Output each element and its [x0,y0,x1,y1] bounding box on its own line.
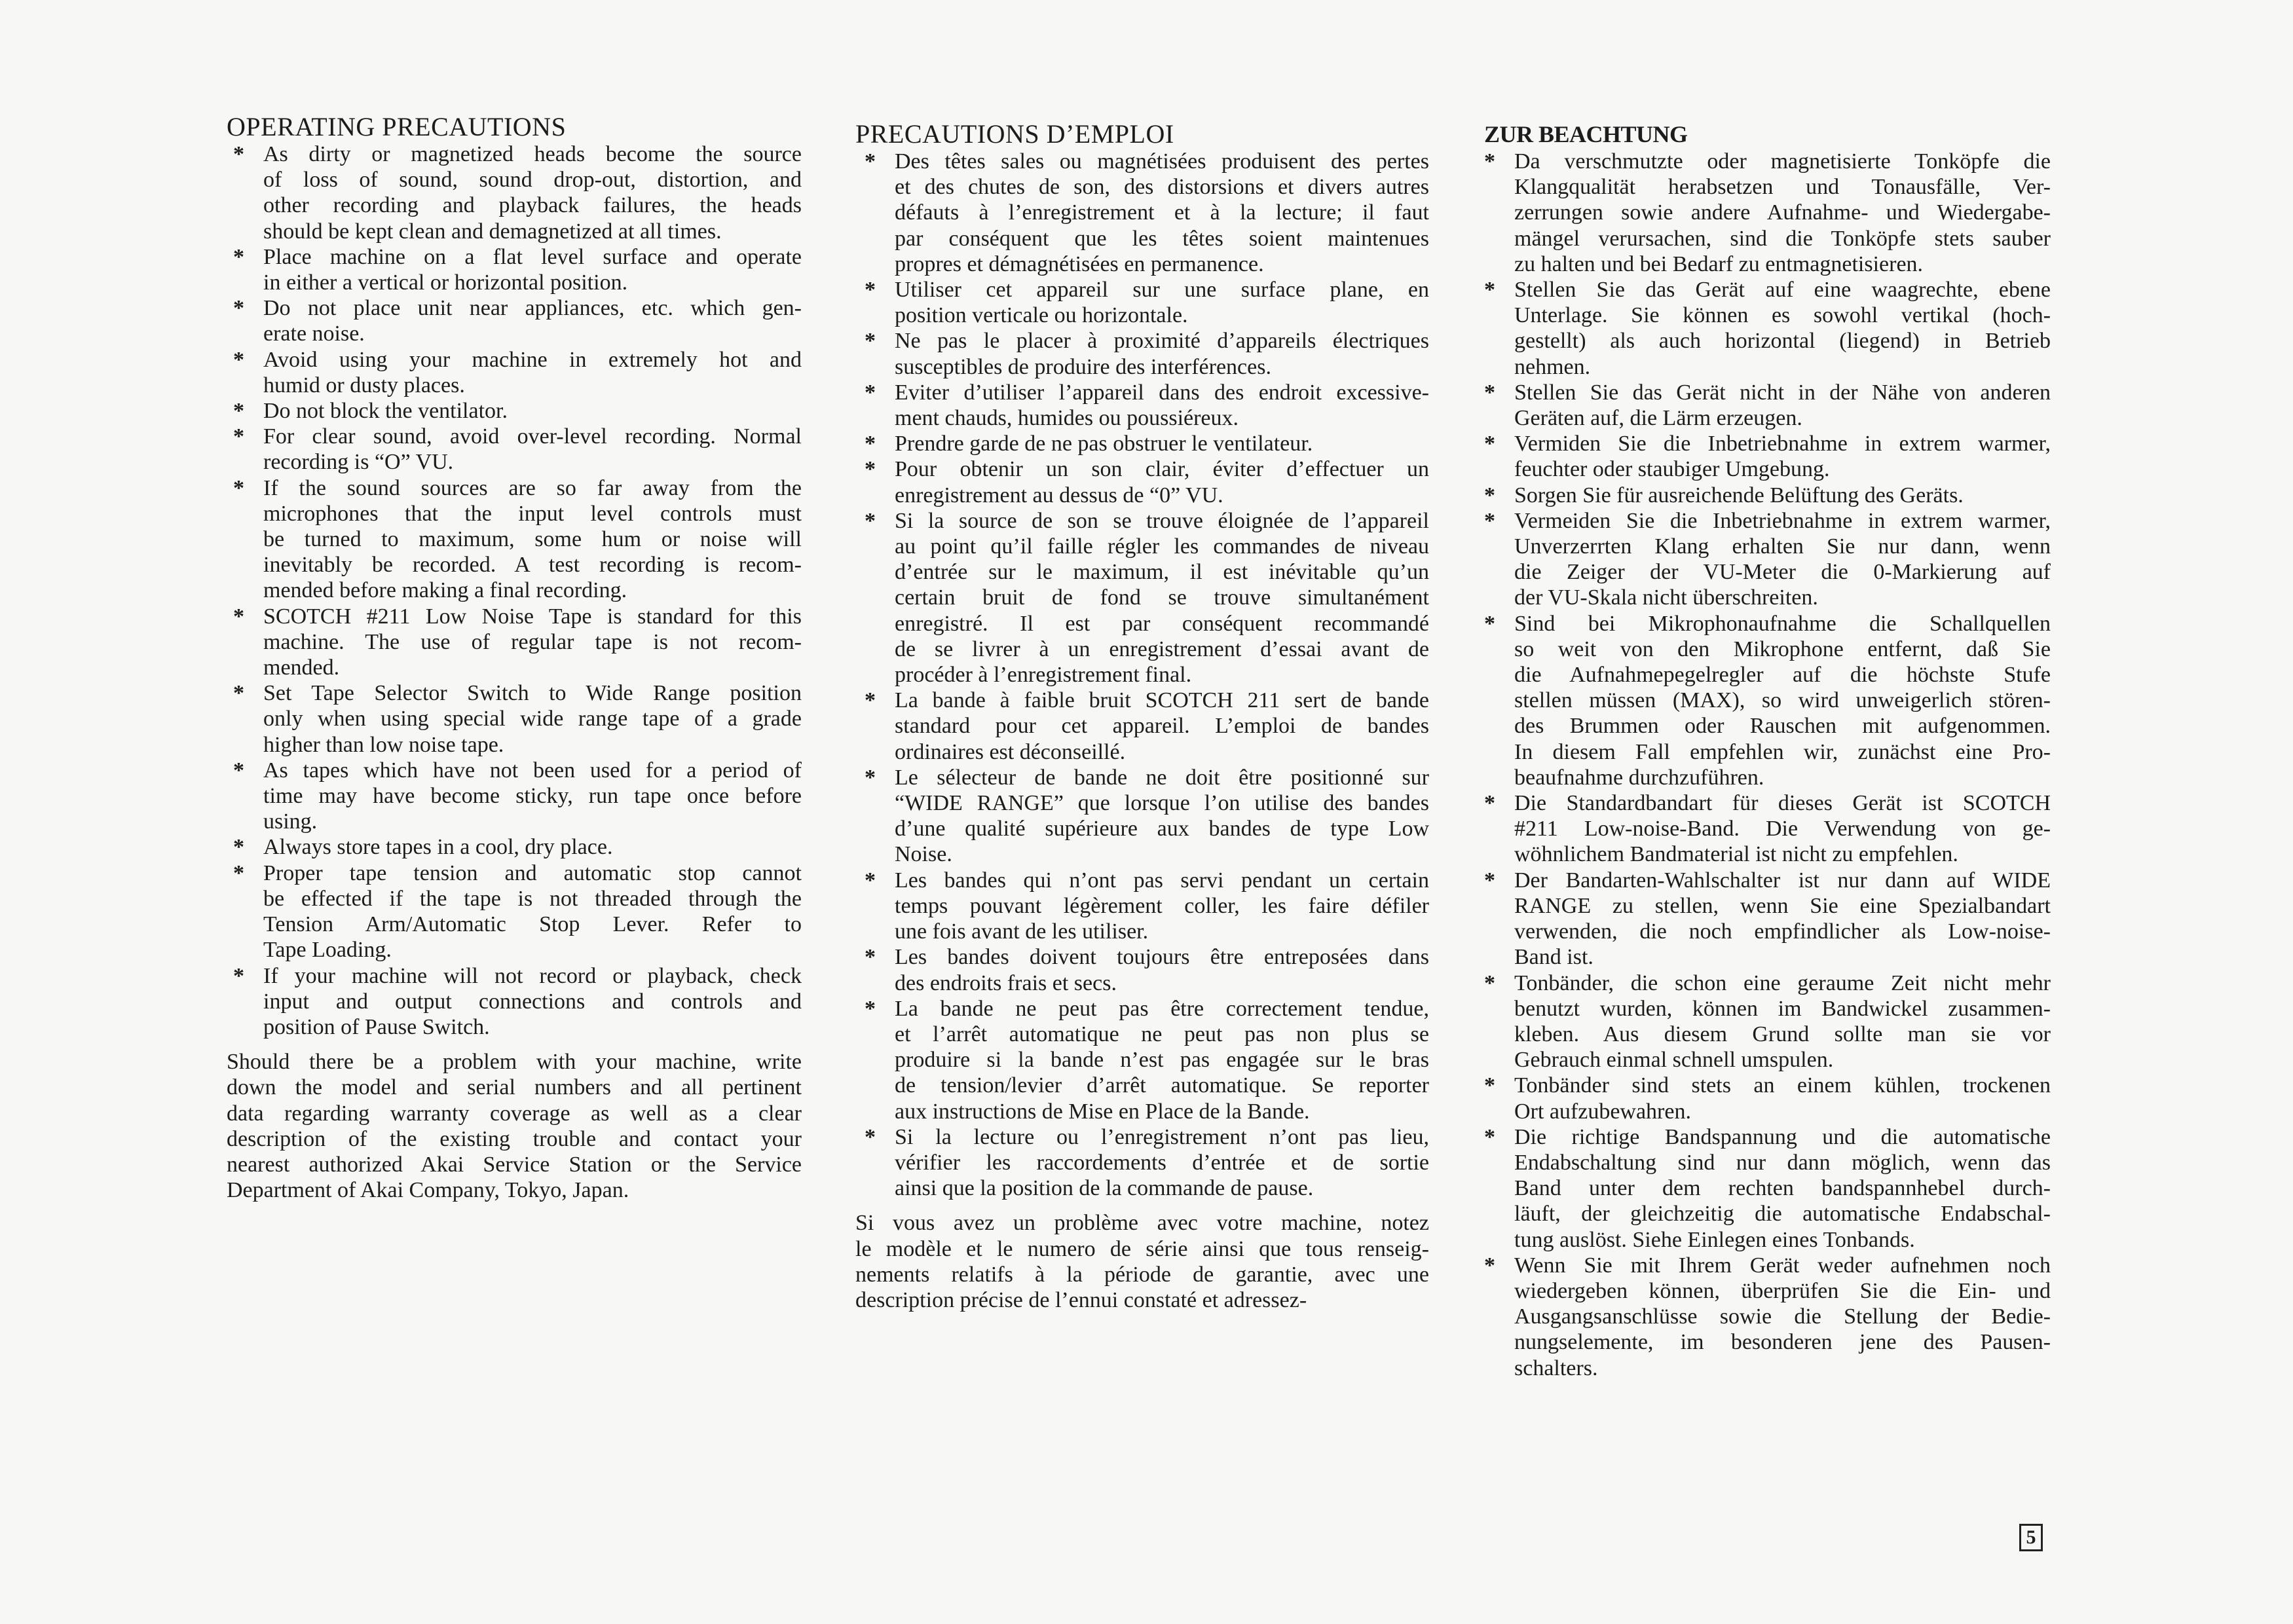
text-line: une fois avant de les utiliser. [895,919,1149,944]
text-line: wiedergeben können, überprüfen Sie die Ein- und [1514,1278,2051,1303]
text-line: Tonbänder, die schon eine geraume Zeit nicht mehr [1514,970,2051,995]
list-item [233,347,802,398]
bullet-asterisk-icon: * [1484,611,1495,636]
bullet-asterisk-icon: * [865,945,876,970]
text-line: Tape Loading. [263,938,392,963]
text-line: time may have become sticky, run tape once before [263,784,802,809]
bullet-asterisk-icon: * [1484,868,1495,893]
heading-precautions-demploi: PRECAUTIONS D’EMPLOI [855,119,1174,149]
text-line: RANGE zu stellen, wenn Sie eine Spezialbandart [1514,893,2051,918]
text-line: temps pouvant légèrement coller, les faire défiler [895,893,1429,918]
text-line: Band unter dem rechten bandspannhebel durch- [1514,1176,2051,1201]
text-line: Die richtige Bandspannung und die automatische [1514,1124,2051,1149]
bullet-asterisk-icon: * [1484,508,1495,533]
text-line: machine. The use of regular tape is not recom- [263,629,802,654]
text-line: Sind bei Mikrophonaufnahme die Schallquellen [1514,611,2051,636]
text-line: le modèle et le numero de série ainsi que tous renseig- [855,1236,1429,1261]
list-item [1484,380,2051,431]
bullet-asterisk-icon: * [865,278,876,303]
text-line: be effected if the tape is not threaded through the [263,886,802,911]
text-line: La bande ne peut pas être correctement tendue, [895,996,1429,1021]
text-line: position of Pause Switch. [263,1014,490,1039]
list-item [233,244,802,295]
text-line: Wenn Sie mit Ihrem Gerät weder aufnehmen noch [1514,1253,2051,1278]
list-item [865,380,1429,431]
bullet-asterisk-icon: * [233,860,244,885]
text-line: des Brummen oder Rauschen mit aufgenommen. [1514,714,2051,739]
bullet-asterisk-icon: * [233,963,244,988]
bullet-asterisk-icon: * [865,868,876,893]
text-line: Ne pas le placer à proximité d’appareils électriques [895,329,1429,354]
text-line: #211 Low-noise-Band. Die Verwendung von ge- [1514,817,2051,841]
list-item [865,431,1429,456]
bullet-asterisk-icon: * [865,457,876,482]
text-line: Da verschmutzte oder magnetisierte Tonköpfe die [1514,149,2051,174]
text-line: stellen müssen (MAX), so wird unweigerlich stören- [1514,688,2051,713]
text-line: schalters. [1514,1356,1598,1380]
text-line: ainsi que la position de la commande de pause. [895,1176,1314,1201]
bullet-asterisk-icon: * [865,765,876,790]
text-line: erate noise. [263,322,365,346]
text-line: propres et démagnétisées en permanence. [895,251,1264,276]
heading-zur-beachtung: ZUR BEACHTUNG [1484,121,1688,147]
text-line: Vermiden Sie die Inbetriebnahme in extrem warmer, [1514,432,2051,456]
column-german [1484,120,2051,1381]
list-item [1484,1253,2051,1381]
text-line: La bande à faible bruit SCOTCH 211 sert de bande [895,688,1429,713]
list-item [865,944,1429,995]
text-line: ordinaires est déconseillé. [895,739,1126,764]
text-line: nungselemente, im besonderen jene des Pausen- [1514,1330,2051,1355]
text-line: enregistré. Il est par conséquent recommandé [895,611,1429,636]
text-line: vérifier les raccordements d’entrée et de sortie [895,1150,1429,1175]
list-item [865,508,1429,688]
text-line: Do not block the ventilator. [263,399,508,424]
text-line: procéder à l’enregistrement final. [895,663,1192,688]
column-english [227,113,802,1203]
text-line: only when using special wide range tape of a grade [263,707,802,731]
text-line: produire si la bande n’est pas engagée sur le bras [895,1048,1429,1073]
text-line: Noise. [895,842,952,867]
text-line: Klangqualität herabsetzen und Tonausfälle, Ver- [1514,175,2051,200]
precautions-list-fr [855,149,1429,1201]
text-line: Gebrauch einmal schnell umspulen. [1514,1048,1834,1073]
list-item [865,456,1429,507]
text-line: As tapes which have not been used for a period of [263,758,802,783]
text-line: Sorgen Sie für ausreichende Belüftung des Geräts. [1514,483,1964,507]
text-line: Ort aufzubewahren. [1514,1099,1691,1124]
list-item [1484,970,2051,1073]
list-item [233,295,802,346]
text-line: Stellen Sie das Gerät auf eine waagrechte, ebene [1514,278,2051,303]
text-line: benutzt wurden, können im Bandwickel zusammen- [1514,996,2051,1021]
bullet-asterisk-icon: * [233,758,244,783]
bullet-asterisk-icon: * [865,688,876,713]
text-line: kleben. Aus diesem Grund sollte man sie vor [1514,1022,2051,1046]
list-item [233,680,802,758]
bullet-asterisk-icon: * [865,508,876,533]
text-line: should be kept clean and demagnetized at all times. [263,219,722,244]
list-item [1484,508,2051,611]
text-line: of loss of sound, sound drop-out, distortion, and [263,168,802,193]
list-item [1484,611,2051,790]
bullet-asterisk-icon: * [1484,483,1495,507]
text-line: position verticale ou horizontale. [895,303,1188,328]
text-line: Des têtes sales ou magnétisées produisent des pertes [895,149,1429,174]
text-line: mended. [263,655,340,680]
text-line: inevitably be recorded. A test recording is recom- [263,553,802,578]
bullet-asterisk-icon: * [1484,278,1495,303]
list-item [233,398,802,424]
heading-operating-precautions: OPERATING PRECAUTIONS [227,112,567,141]
text-line: et l’arrêt automatique ne peut pas non plus se [895,1022,1429,1046]
bullet-asterisk-icon: * [233,244,244,269]
text-line: mängel verursachen, sind die Tonköpfe stets sauber [1514,226,2051,251]
list-item [1484,790,2051,868]
text-line: “WIDE RANGE” que lorsque l’on utilise des bandes [895,791,1429,816]
bullet-asterisk-icon: * [1484,380,1495,405]
text-line: higher than low noise tape. [263,732,504,757]
text-line: Avoid using your machine in extremely hot and [263,347,802,372]
text-line: par conséquent que les têtes soient maintenues [895,226,1429,251]
bullet-asterisk-icon: * [233,399,244,424]
text-line: recording is “O” VU. [263,450,454,475]
text-line: Stellen Sie das Gerät nicht in der Nähe von anderen [1514,380,2051,405]
bullet-asterisk-icon: * [865,432,876,456]
bullet-asterisk-icon: * [865,1124,876,1149]
text-line: Unverzerrten Klang erhalten Sie nur dann, wenn [1514,534,2051,559]
text-line: de tension/levier d’arrêt automatique. Se reporter [895,1073,1429,1098]
text-line: d’entrée sur le maximum, il est inévitable qu’un [895,560,1429,585]
text-line: As dirty or magnetized heads become the source [263,142,802,166]
text-line: Band ist. [1514,945,1594,970]
text-line: de se livrer à un enregistrement d’essai avant de [895,637,1429,661]
list-item [233,834,802,860]
list-item [1484,431,2051,482]
text-line: zerrungen sowie andere Aufnahme- und Wiedergabe- [1514,200,2051,225]
list-item [865,1124,1429,1202]
text-line: zu halten und bei Bedarf zu entmagnetisieren. [1514,251,1924,276]
text-line: Tension Arm/Automatic Stop Lever. Refer to [263,912,802,937]
list-item [865,149,1429,277]
text-line: microphones that the input level controls must [263,501,802,526]
text-line: verwenden, die noch empfindlicher als Low-noise- [1514,919,2051,944]
text-line: der VU-Skala nicht überschreiten. [1514,585,1818,610]
list-item [1484,277,2051,380]
text-line: d’une qualité supérieure aux bandes de type Low [895,817,1429,841]
list-item [1484,1124,2051,1253]
text-line: standard pour cet appareil. L’emploi de bandes [895,714,1429,739]
text-line: des endroits frais et secs. [895,970,1117,995]
text-line: input and output connections and controls and [263,989,802,1014]
text-line: Department of Akai Company, Tokyo, Japan. [227,1178,629,1203]
text-line: Die Standardbandart für dieses Gerät ist SCOTCH [1514,791,2051,816]
text-line: nements relatifs à la période de garantie, avec une [855,1262,1429,1287]
bullet-asterisk-icon: * [865,149,876,174]
text-line: aux instructions de Mise en Place de la Bande. [895,1099,1310,1124]
list-item [865,868,1429,945]
text-line: feuchter oder staubiger Umgebung. [1514,457,1830,482]
list-item [865,688,1429,765]
text-line: in either a vertical or horizontal position. [263,270,628,295]
bullet-asterisk-icon: * [233,424,244,449]
list-item [1484,868,2051,970]
text-line: Geräten auf, die Lärm erzeugen. [1514,406,1802,431]
list-item [233,604,802,681]
list-item [233,141,802,244]
text-line: down the model and serial numbers and all pertinent [227,1075,802,1100]
text-line: enregistrement au dessus de “0” VU. [895,483,1223,507]
service-paragraph-fr [855,1210,1429,1313]
bullet-asterisk-icon: * [1484,1124,1495,1149]
list-item [865,277,1429,328]
list-item [1484,149,2051,277]
bullet-asterisk-icon: * [233,604,244,629]
text-line: If your machine will not record or playback, check [263,963,802,988]
text-line: be turned to maximum, some hum or noise will [263,527,802,552]
bullet-asterisk-icon: * [1484,1253,1495,1278]
text-line: Vermeiden Sie die Inbetriebnahme in extrem warmer, [1514,508,2051,533]
precautions-list-en [227,141,802,1040]
text-line: wöhnlichem Bandmaterial ist nicht zu empfehlen. [1514,842,1958,867]
text-line: mended before making a final recording. [263,578,627,603]
text-line: gestellt) als auch horizontal (liegend) in Betrieb [1514,329,2051,354]
text-line: Endabschaltung sind nur dann möglich, wenn das [1514,1150,2051,1175]
bullet-asterisk-icon: * [1484,970,1495,995]
text-line: Eviter d’utiliser l’appareil dans des endroit excessive- [895,380,1429,405]
list-item [865,328,1429,379]
text-line: If the sound sources are so far away from the [263,475,802,500]
text-line: susceptibles de produire des interférences. [895,354,1271,379]
text-line: humid or dusty places. [263,373,465,397]
text-line: For clear sound, avoid over-level recording. Normal [263,424,802,449]
list-item [233,963,802,1041]
list-item [233,860,802,963]
bullet-asterisk-icon: * [233,142,244,166]
text-line: description of the existing trouble and contact your [227,1126,802,1151]
text-line: Unterlage. Sie können es sowohl vertikal (hoch- [1514,303,2051,328]
page-number: 5 [2019,1524,2043,1551]
list-item [1484,483,2051,508]
column-french [855,120,1429,1313]
list-item [233,475,802,604]
list-item [865,996,1429,1124]
bullet-asterisk-icon: * [233,296,244,321]
list-item [233,758,802,835]
text-line: Should there be a problem with your machine, write [227,1050,802,1075]
text-line: Proper tape tension and automatic stop cannot [263,860,802,885]
bullet-asterisk-icon: * [1484,149,1495,174]
text-line: other recording and playback failures, the heads [263,193,802,218]
list-item [865,765,1429,868]
text-line: Set Tape Selector Switch to Wide Range position [263,681,802,706]
text-line: Prendre garde de ne pas obstruer le ventilateur. [895,432,1313,456]
list-item [1484,1073,2051,1124]
text-line: SCOTCH #211 Low Noise Tape is standard for this [263,604,802,629]
text-line: die Zeiger der VU-Meter die 0-Markierung auf [1514,560,2051,585]
text-line: Si la lecture ou l’enregistrement n’ont pas lieu, [895,1124,1429,1149]
text-line: description précise de l’ennui constaté et adressez- [855,1287,1307,1312]
text-line: Le sélecteur de bande ne doit être positionné sur [895,765,1429,790]
bullet-asterisk-icon: * [865,329,876,354]
bullet-asterisk-icon: * [233,681,244,706]
text-line: In diesem Fall empfehlen wir, zunächst eine Pro- [1514,739,2051,764]
bullet-asterisk-icon: * [1484,791,1495,816]
text-line: Si vous avez un problème avec votre machine, notez [855,1211,1429,1236]
text-line: Les bandes qui n’ont pas servi pendant un certain [895,868,1429,893]
text-line: et des chutes de son, des distorsions et divers autres [895,175,1429,200]
text-line: nehmen. [1514,354,1591,379]
text-line: data regarding warranty coverage as well as a clear [227,1101,802,1126]
text-line: using. [263,809,318,834]
text-line: Les bandes doivent toujours être entreposées dans [895,945,1429,970]
text-line: certain bruit de fond se trouve simultanément [895,585,1429,610]
text-line: die Aufnahmepegelregler auf die höchste Stufe [1514,663,2051,688]
text-line: Always store tapes in a cool, dry place. [263,835,613,860]
bullet-asterisk-icon: * [1484,1073,1495,1098]
bullet-asterisk-icon: * [865,996,876,1021]
bullet-asterisk-icon: * [233,835,244,860]
text-line: ment chauds, humides ou poussiéreux. [895,406,1239,431]
text-line: tung auslöst. Siehe Einlegen eines Tonbands. [1514,1227,1915,1252]
precautions-list-de [1484,149,2051,1381]
text-line: Pour obtenir un son clair, éviter d’effectuer un [895,457,1429,482]
bullet-asterisk-icon: * [1484,432,1495,456]
text-line: nearest authorized Akai Service Station or the Service [227,1152,802,1177]
bullet-asterisk-icon: * [233,475,244,500]
text-line: Place machine on a flat level surface and operate [263,244,802,269]
text-line: Tonbänder sind stets an einem kühlen, trockenen [1514,1073,2051,1098]
text-line: Do not place unit near appliances, etc. which gen- [263,296,802,321]
list-item [233,424,802,475]
service-paragraph-en [227,1049,802,1203]
text-line: Utiliser cet appareil sur une surface plane, en [895,278,1429,303]
text-line: Der Bandarten-Wahlschalter ist nur dann auf WIDE [1514,868,2051,893]
text-line: au point qu’il faille régler les commandes de niveau [895,534,1429,559]
text-line: Ausgangsanschlüsse sowie die Stellung der Bedie- [1514,1304,2051,1329]
bullet-asterisk-icon: * [233,347,244,372]
text-line: läuft, der gleichzeitig die automatische Endabschal- [1514,1202,2051,1227]
bullet-asterisk-icon: * [865,380,876,405]
text-line: beaufnahme durchzuführen. [1514,765,1764,790]
text-line: Si la source de son se trouve éloignée de l’appareil [895,508,1429,533]
text-line: défauts à l’enregistrement et à la lecture; il faut [895,200,1429,225]
text-line: so weit von den Mikrophone entfernt, daß Sie [1514,637,2051,661]
